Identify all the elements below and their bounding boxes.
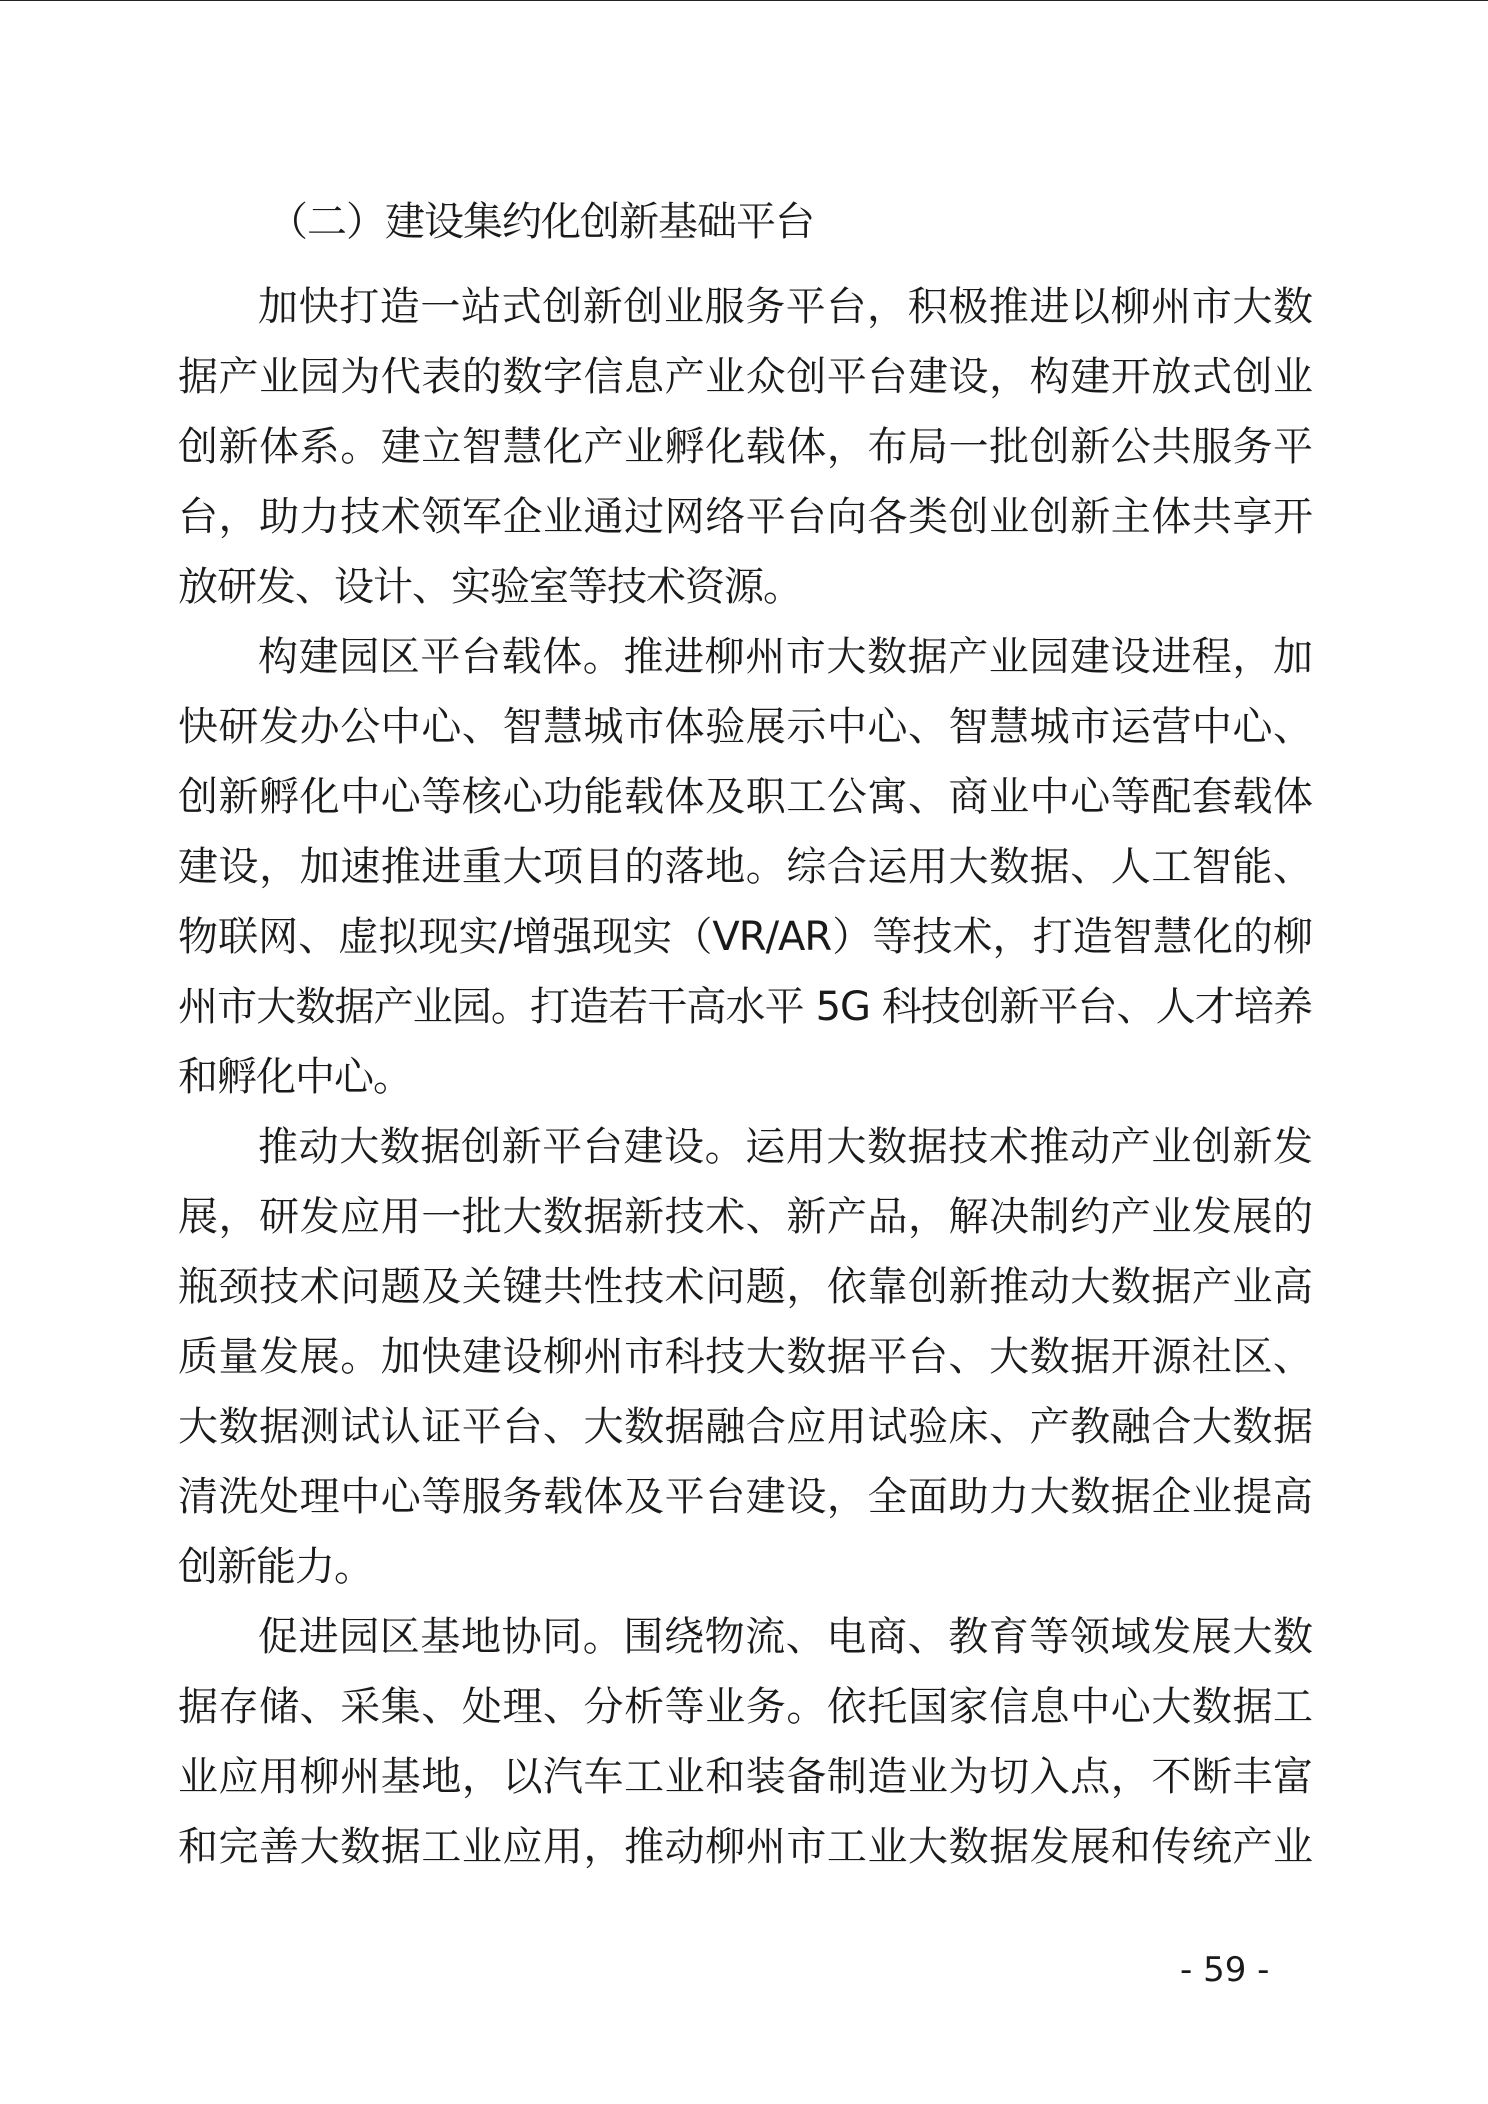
text-line: 质量发展。加快建设柳州市科技大数据平台、大数据开源社区、 (178, 1334, 1312, 1380)
paragraph-2 (178, 622, 1312, 1112)
text-line: 创新能力。 (178, 1544, 373, 1590)
text-line: 展，研发应用一批大数据新技术、新产品，解决制约产业发展的 (178, 1194, 1312, 1240)
section-heading: （二）建设集约化创新基础平台 (268, 199, 814, 245)
text-line: 快研发办公中心、智慧城市体验展示中心、智慧城市运营中心、 (178, 704, 1312, 750)
page-number: - 59 - (1180, 1950, 1270, 1990)
text-line: 州市大数据产业园。打造若干高水平 5G 科技创新平台、人才培养 (178, 984, 1312, 1030)
paragraph-1 (178, 272, 1312, 622)
top-border-line (0, 0, 1488, 1)
text-line: 台，助力技术领军企业通过网络平台向各类创业创新主体共享开 (178, 494, 1312, 540)
text-line: 加快打造一站式创新创业服务平台，积极推进以柳州市大数 (258, 284, 1312, 330)
paragraph-3 (178, 1112, 1312, 1602)
text-line: 创新体系。建立智慧化产业孵化载体，布局一批创新公共服务平 (178, 424, 1312, 470)
text-line: 促进园区基地协同。围绕物流、电商、教育等领域发展大数 (258, 1614, 1312, 1660)
paragraph-4 (178, 1602, 1312, 1882)
text-line: 清洗处理中心等服务载体及平台建设，全面助力大数据企业提高 (178, 1474, 1312, 1520)
text-line: 和孵化中心。 (178, 1054, 412, 1100)
text-line: 据存储、采集、处理、分析等业务。依托国家信息中心大数据工 (178, 1684, 1312, 1730)
text-line: 构建园区平台载体。推进柳州市大数据产业园建设进程，加 (258, 634, 1312, 680)
text-line: 建设，加速推进重大项目的落地。综合运用大数据、人工智能、 (178, 844, 1312, 890)
text-line: 放研发、设计、实验室等技术资源。 (178, 564, 802, 610)
text-line: 物联网、虚拟现实/增强现实（VR/AR）等技术，打造智慧化的柳 (178, 914, 1312, 960)
text-line: 创新孵化中心等核心功能载体及职工公寓、商业中心等配套载体 (178, 774, 1312, 820)
text-line: 推动大数据创新平台建设。运用大数据技术推动产业创新发 (258, 1124, 1312, 1170)
document-body (178, 196, 1312, 1882)
text-line: 和完善大数据工业应用，推动柳州市工业大数据发展和传统产业 (178, 1824, 1312, 1870)
text-line: 业应用柳州基地，以汽车工业和装备制造业为切入点，不断丰富 (178, 1754, 1312, 1800)
text-line: 据产业园为代表的数字信息产业众创平台建设，构建开放式创业 (178, 354, 1312, 400)
text-line: 大数据测试认证平台、大数据融合应用试验床、产教融合大数据 (178, 1404, 1312, 1450)
text-line: 瓶颈技术问题及关键共性技术问题，依靠创新推动大数据产业高 (178, 1264, 1312, 1310)
